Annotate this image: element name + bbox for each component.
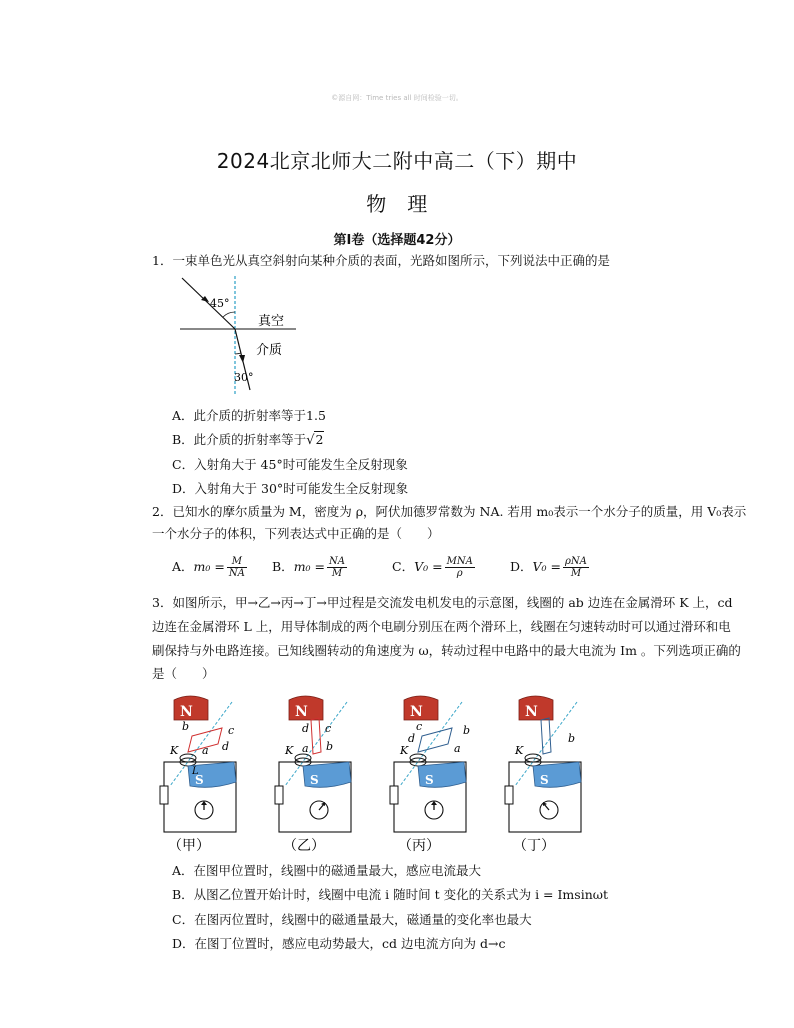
q1-option-d[interactable]: D．入射角大于 30°时可能发生全反射现象	[172, 481, 409, 496]
q3-stem-line2: 边连在金属滑环 L 上，用导体制成的两个电刷分别压在两个滑环上，线圈在匀速转动时可以通过滑环和电	[152, 619, 731, 634]
q3-option-a[interactable]: A．在图甲位置时，线圈中的磁通量最大，感应电流最大	[172, 863, 482, 878]
svg-text:a: a	[454, 742, 461, 755]
subject-title: 物 理	[366, 192, 428, 216]
q1-option-a[interactable]: A．此介质的折射率等于1.5	[172, 408, 326, 423]
svg-text:a: a	[202, 744, 209, 757]
svg-text:c: c	[416, 720, 423, 733]
svg-text:b: b	[326, 740, 334, 753]
svg-text:S: S	[425, 773, 434, 787]
section-heading: 第Ⅰ卷（选择题42分）	[333, 233, 461, 248]
q1-option-c[interactable]: C．入射角大于 45°时可能发生全反射现象	[172, 457, 408, 472]
svg-text:K: K	[515, 744, 524, 757]
q3-option-d[interactable]: D．在图丁位置时，感应电动势最大，cd 边电流方向为 d→c	[172, 936, 506, 951]
svg-text:b: b	[463, 724, 471, 737]
medium-label: 介质	[256, 343, 283, 358]
caption-jia: （甲）	[168, 838, 210, 854]
q3-stem-line3: 刷保持与外电路连接。已知线圈转动的角速度为 ω，转动过程中电路中的最大电流为 Im 。下列选项正确的	[152, 643, 741, 658]
q3-option-b[interactable]: B．从图乙位置开始计时，线圈中电流 i 随时间 t 变化的关系式为 i = Imsinωt	[172, 887, 608, 902]
watermark: ©源自网：Time tries all 时间检验一切。	[331, 94, 463, 102]
svg-text:K: K	[285, 744, 294, 757]
q3-stem-line4: 是（ ）	[152, 666, 215, 681]
q2-option-a[interactable]: A．m₀ = $\frac{M}{NA}$	[172, 556, 245, 579]
svg-text:d: d	[408, 732, 416, 745]
generator-figure-ding	[505, 696, 581, 832]
generator-figure-yi	[275, 696, 351, 832]
q3-stem-line1: 3．如图所示，甲→乙→丙→丁→甲过程是交流发电机发电的示意图，线圈的 ab 边连在金属滑环 K 上，cd	[152, 595, 733, 610]
q3-generator-figures	[150, 690, 630, 855]
angle-30-label: 30°	[234, 371, 254, 384]
q1-option-b[interactable]: B．此介质的折射率等于√2	[172, 432, 324, 448]
angle-45-label: 45°	[210, 297, 230, 310]
page-title: 2024北京北师大二附中高二（下）期中	[216, 149, 578, 173]
svg-text:N: N	[295, 704, 308, 720]
q2-option-b[interactable]: B．m₀ = $\frac{NA}{M}$	[272, 556, 345, 579]
svg-text:S: S	[540, 773, 549, 787]
svg-text:S: S	[310, 773, 319, 787]
q1-refraction-figure	[172, 272, 312, 397]
q2-stem-line1: 2．已知水的摩尔质量为 M，密度为 ρ，阿伏加德罗常数为 NA. 若用 m₀表示一个水分子的质量，用 V₀表示	[152, 504, 747, 519]
svg-text:N: N	[410, 704, 423, 720]
q2-stem-line2: 一个水分子的体积，下列表达式中正确的是（ ）	[152, 526, 440, 541]
svg-text:K: K	[400, 744, 409, 757]
svg-text:d: d	[222, 740, 230, 753]
vacuum-label: 真空	[258, 314, 285, 329]
svg-text:c: c	[325, 722, 332, 735]
svg-text:c: c	[228, 724, 235, 737]
svg-text:b: b	[568, 732, 576, 745]
svg-text:K: K	[170, 744, 179, 757]
svg-text:N: N	[180, 704, 193, 720]
caption-yi: （乙）	[283, 838, 325, 854]
generator-figure-jia	[160, 696, 236, 832]
svg-text:L: L	[192, 766, 199, 777]
refracted-arrow-icon	[239, 355, 245, 363]
svg-text:d: d	[302, 722, 310, 735]
q1-stem: 1．一束单色光从真空斜射向某种介质的表面，光路如图所示，下列说法中正确的是	[152, 253, 610, 268]
svg-text:a: a	[302, 742, 309, 755]
q2-option-c[interactable]: C．V₀ = $\frac{\text{MNA}}{\rho}$	[392, 556, 473, 579]
caption-ding: （丁）	[513, 838, 555, 854]
q3-option-c[interactable]: C．在图丙位置时，线圈中的磁通量最大，磁通量的变化率也最大	[172, 912, 532, 927]
generator-figure-bing	[390, 696, 466, 832]
q2-option-d[interactable]: D．V₀ = $\frac{\text{ρNA}}{M}$	[510, 556, 587, 579]
svg-text:b: b	[182, 720, 190, 733]
caption-bing: （丙）	[398, 838, 440, 854]
svg-text:N: N	[525, 704, 538, 720]
svg-text:S: S	[195, 773, 204, 787]
